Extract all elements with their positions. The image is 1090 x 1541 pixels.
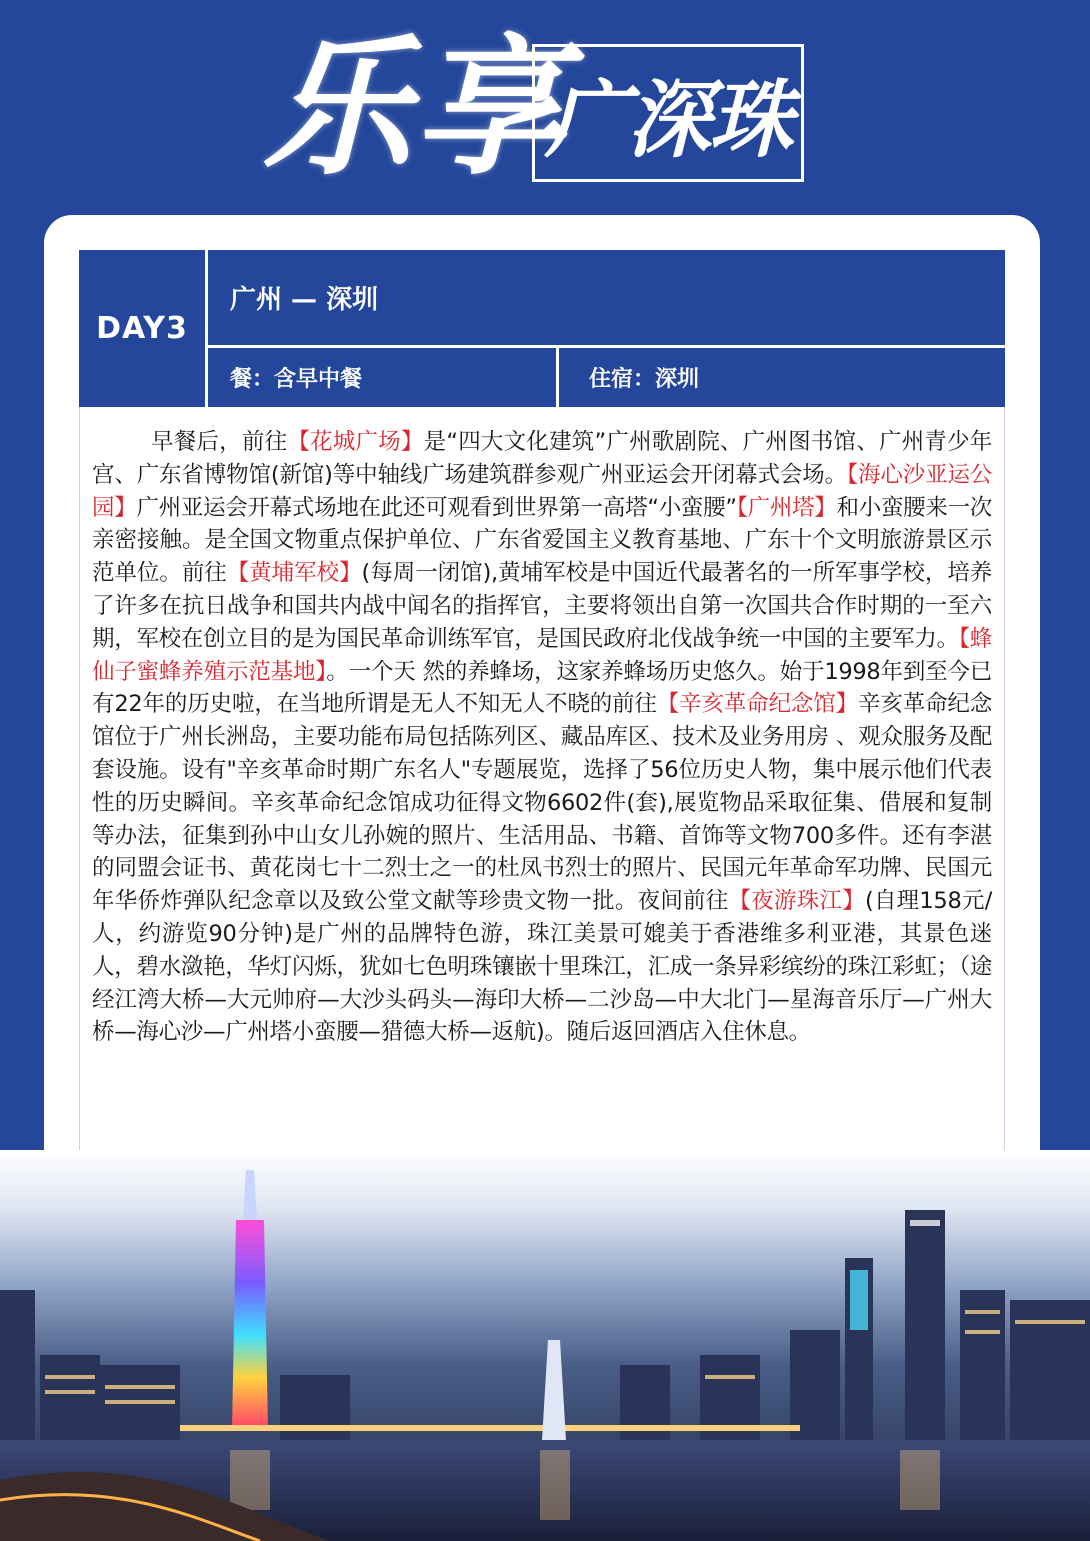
brush-title: 乐享	[262, 20, 567, 196]
body-text-segment: 是“四大文化建筑”广州歌剧院、广州图书馆、广州青少年宫、广东省博物馆(新馆)等中轴线广场建筑群参观广州亚运会开闭幕式会场。	[92, 429, 993, 488]
highlighted-attraction: 【蜂仙子蜜蜂养殖示范基地】	[92, 625, 992, 685]
route-title: 广州 — 深圳	[208, 250, 1005, 345]
day-label: DAY3	[79, 250, 205, 407]
body-text-segment: 早餐后，前往	[150, 429, 288, 455]
meal-info: 餐：含早中餐	[208, 348, 556, 407]
city-night-scene-image	[0, 1150, 1090, 1541]
body-text-segment: 和小蛮腰来一次亲密接触。是全国文物重点保护单位、广东省爱国主义教育基地、广东十个文明旅游景区示范单位。前往	[92, 494, 992, 587]
highlighted-attraction: 【海心沙亚运公园】	[92, 461, 992, 521]
highlighted-attraction: 【广州塔】	[736, 494, 837, 521]
body-text-segment: (每周一闭馆),黄埔军校是中国近代最著名的一所军事学校，培养了许多在抗日战争和国共内战中闻名的指挥官，主要将领出自第一次国共合作时期的一至六期，军校在创立目的是为国民革命训练军官，是国民政府北伐战争统一中国的主要军力。	[92, 560, 993, 652]
highlighted-attraction: 【辛亥革命纪念馆】	[656, 691, 858, 718]
body-text-segment: (自理158元/人，约游览90分钟)是广州的品牌特色游，珠江美景可媲美于香港维多利亚港，其景色迷人，碧水潋艳，华灯闪烁，犹如七色明珠镶嵌十里珠江，汇成一条异彩缤纷的珠江彩虹；（途经江湾大桥—大元帅府—大沙头码头—海印大桥—二沙岛—中大北门—星海音乐厅—广州大桥—海心沙—广州塔小蛮腰—猎德大桥—返航)。随后返回酒店入住休息。	[92, 888, 993, 1046]
body-text-segment: 辛亥革命纪念馆位于广州长洲岛，主要功能布局包括陈列区、藏品库区、技术及业务用房 、观众服务及配套设施。设有"辛亥革命时期广东名人"专题展览，选择了56位历史人物，集中展示他们代表性的历史瞬间。辛亥革命纪念馆成功征得文物6602件(套),展览物品采取征集、借展和复制等办法，征集到孙中山女儿孙婉的照片、生活用品、书籍、首饰等文物700多件。还有李湛的同盟会证书、黄花岗七十二烈士之一的杜凤书烈士的照片、民国元年革命军功牌、民国元年华侨炸弹队纪念章以及致公堂文献等珍贵文物一批。夜间前往	[92, 691, 992, 915]
body-text-segment: 。一个天 然的养蜂场，这家养蜂场历史悠久。始于1998年到至今已有22年的历史啦，在当地所谓是无人不知无人不晓的前往	[92, 658, 992, 718]
boxed-title: 广深珠	[532, 44, 804, 182]
accommodation-info: 住宿：深圳	[559, 348, 1005, 407]
highlighted-attraction: 【黄埔军校】	[226, 560, 362, 587]
highlighted-attraction: 【花城广场】	[287, 429, 424, 455]
highlighted-attraction: 【夜游珠江】	[728, 888, 865, 915]
day-header-table	[79, 250, 1005, 407]
header	[0, 0, 1090, 215]
body-text-segment: 广州亚运会开幕式场地在此还可观看到世界第一高塔“小蛮腰”	[136, 494, 737, 521]
itinerary-description	[92, 426, 992, 1049]
